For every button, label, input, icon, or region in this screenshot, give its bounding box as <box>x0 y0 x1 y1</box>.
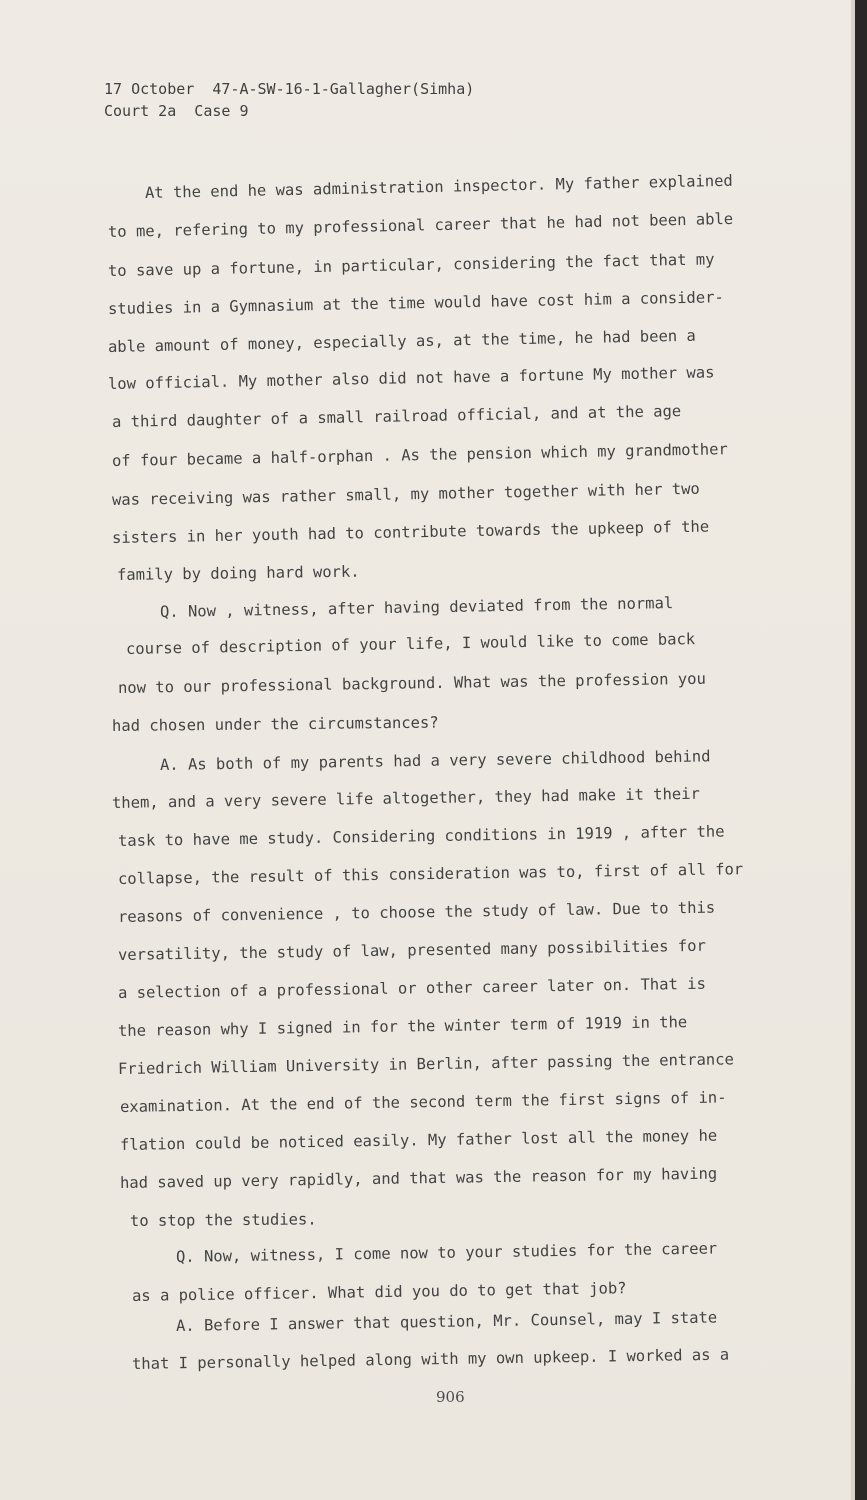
body-line: examination. At the end of the second term the first signs of in- <box>119 1088 727 1116</box>
body-line: At the end he was administration inspector. My father explained <box>144 171 733 202</box>
body-line: A. As both of my parents had a very severe childhood behind <box>159 747 711 774</box>
body-line: a third daughter of a small railroad official, and at the age <box>111 402 682 431</box>
body-line: as a police officer. What did you do to get that job? <box>131 1279 627 1305</box>
body-line: to stop the studies. <box>129 1210 317 1230</box>
header-court-case: Court 2a Case 9 <box>104 102 249 120</box>
body-line: task to have me study. Considering conditions in 1919 , after the <box>117 822 725 850</box>
page-number: 906 <box>436 1388 465 1406</box>
body-line: now to our professional background. What was the profession you <box>117 669 706 697</box>
body-line: a selection of a professional or other career later on. That is <box>117 974 706 1002</box>
body-line: had chosen under the circumstances? <box>111 713 439 735</box>
body-line: able amount of money, especially as, at the time, he had been a <box>107 326 696 356</box>
body-line: of four became a half-orphan . As the pension which my grandmother <box>111 440 728 470</box>
header-date-reference: 17 October 47-A-SW-16-1-Gallagher(Simha) <box>104 80 475 98</box>
body-line: low official. My mother also did not have a fortune My mother was <box>107 363 715 393</box>
body-line: Q. Now , witness, after having deviated from the normal <box>159 594 674 621</box>
body-line: A. Before I answer that question, Mr. Counsel, may I state <box>175 1308 718 1335</box>
body-line: sisters in her youth had to contribute towards the upkeep of the <box>111 517 710 547</box>
body-line: to save up a fortune, in particular, considering the fact that my <box>107 250 715 280</box>
body-line: the reason why I signed in for the winter term of 1919 in the <box>117 1013 688 1040</box>
body-line: collapse, the result of this consideration was to, first of all for <box>117 860 744 888</box>
body-line: that I personally helped along with my own upkeep. I worked as a <box>131 1345 730 1373</box>
body-line: to me, refering to my professional career that he had not been able <box>107 209 734 241</box>
body-line: them, and a very severe life altogether, they had make it their <box>111 784 700 812</box>
body-line: was receiving was rather small, my mother together with her two <box>111 479 700 509</box>
body-line: Friedrich William University in Berlin, after passing the entrance <box>117 1050 734 1078</box>
body-line: had saved up very rapidly, and that was the reason for my having <box>119 1164 718 1192</box>
body-line: family by doing hard work. <box>116 562 360 584</box>
body-line: Q. Now, witness, I come now to your studies for the career <box>175 1239 718 1266</box>
document-header <box>104 78 474 122</box>
body-line: reasons of convenience , to choose the study of law. Due to this <box>117 898 716 926</box>
body-line: flation could be noticed easily. My father lost all the money he <box>119 1126 718 1154</box>
body-line: studies in a Gymnasium at the time would have cost him a consider- <box>107 288 724 318</box>
body-line: versatility, the study of law, presented many possibilities for <box>117 936 706 964</box>
scan-edge-border <box>855 0 867 1500</box>
body-line: course of description of your life, I would like to come back <box>125 630 696 658</box>
